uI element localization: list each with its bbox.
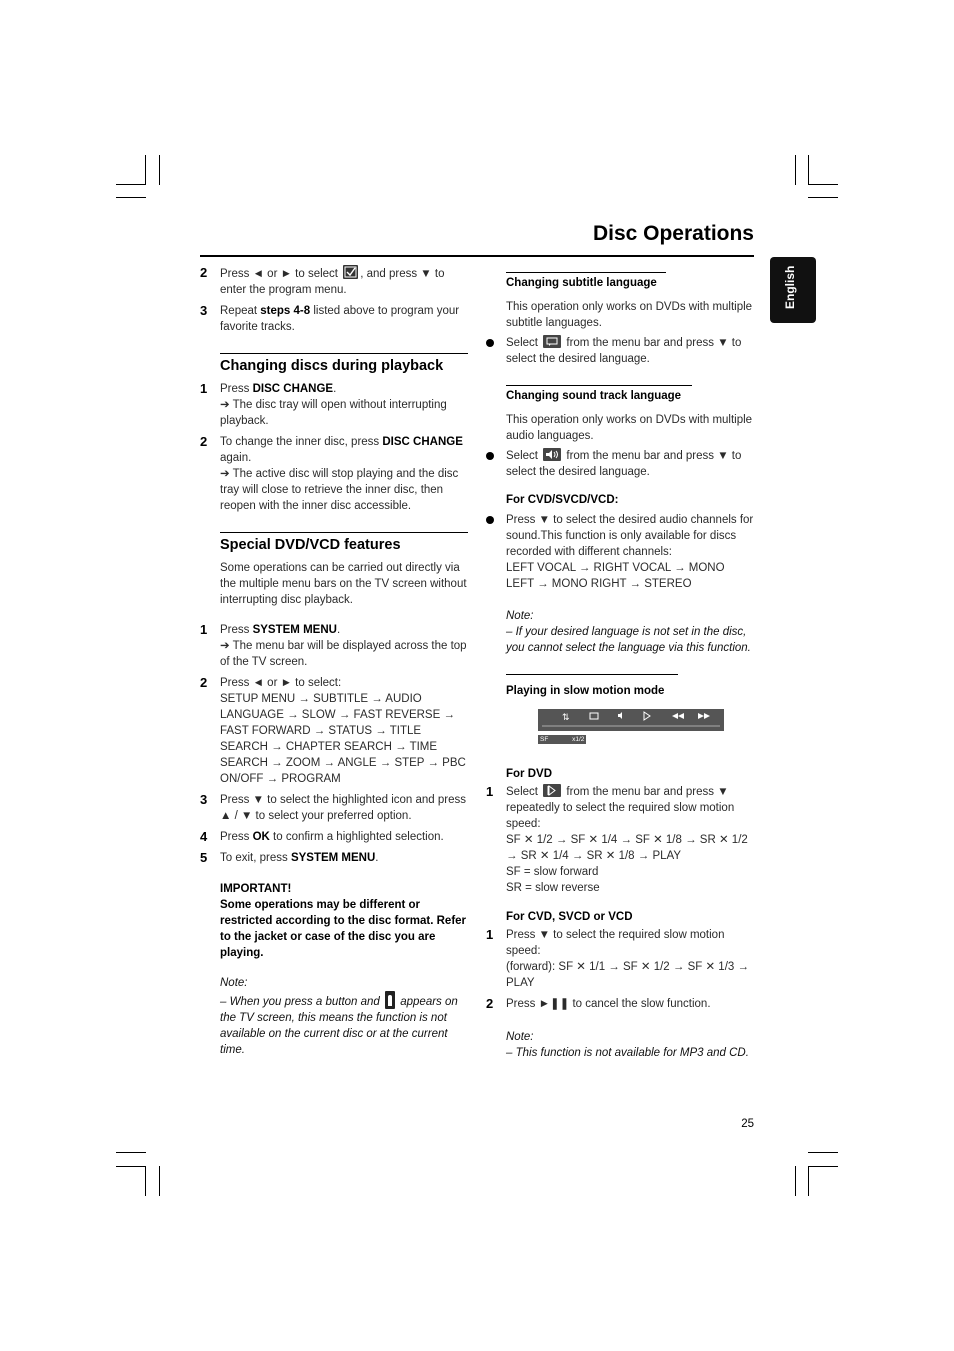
step-key: DISC CHANGE <box>252 383 334 395</box>
step-number: 2 <box>200 265 208 280</box>
speed-sequence: (forward): SF ✕ 1/1 → SF ✕ 1/2 → SF ✕ 1/3 → PLAY <box>506 961 749 989</box>
program-step-3 <box>200 303 468 335</box>
special-step-2 <box>200 675 468 787</box>
cvd-bullet <box>486 512 754 592</box>
sf-value: x1/2 <box>572 736 585 743</box>
language-tab-label: English <box>783 265 797 309</box>
crop-mark <box>159 155 160 185</box>
step-text: to confirm a highlighted selection. <box>269 831 444 843</box>
step-text: Press ▼ to select the required slow motion speed: <box>506 929 725 957</box>
crop-mark <box>145 1166 146 1196</box>
step-text: , and press ▼ to enter the program menu. <box>220 268 445 296</box>
step-result: ➔ The disc tray will open without interrupting playback. <box>220 399 447 427</box>
disc-step-1 <box>200 381 468 429</box>
important-text: Some operations may be different or restricted according to the disc format. Refer to the jacket or case of the disc you are playing. <box>220 899 467 959</box>
step-key: steps 4-8 <box>260 305 311 317</box>
step-number: 1 <box>486 927 494 942</box>
step-text: Press <box>220 624 253 636</box>
note-text: – This function is not available for MP3 and CD. <box>506 1047 749 1059</box>
note-text-part: – When you press a button and <box>220 996 380 1008</box>
step-number: 2 <box>486 996 494 1011</box>
title-rule <box>200 255 754 257</box>
step-text: To change the inner disc, press <box>220 436 383 448</box>
page-number: 25 <box>741 1118 754 1130</box>
crop-mark <box>145 155 146 185</box>
crop-mark <box>808 1166 809 1196</box>
left-column <box>200 265 468 1058</box>
step-text: To exit, press <box>220 852 291 864</box>
menu-bar-icons <box>538 709 724 731</box>
step-number: 5 <box>200 850 208 865</box>
special-intro: Some operations can be carried out directly via the multiple menu bars on the TV screen without interrupting disc playback. <box>220 562 467 606</box>
crop-mark <box>116 1152 146 1153</box>
subtitle-intro: This operation only works on DVDs with multiple subtitle languages. <box>506 301 753 329</box>
crop-mark <box>808 184 838 185</box>
page-title: Disc Operations <box>592 222 754 245</box>
menu-bar-illustration <box>538 709 724 731</box>
crop-mark <box>795 1166 796 1196</box>
bullet-text: Select <box>506 450 538 462</box>
note-label: Note: <box>506 1031 534 1043</box>
crop-mark <box>116 184 146 185</box>
note-text-part: appears on the TV screen, this means the function is not available on the current disc or at the current time. <box>220 996 458 1056</box>
disc-step-2 <box>200 434 468 514</box>
subtitle-icon <box>543 335 561 348</box>
channel-sequence: LEFT VOCAL → RIGHT VOCAL → MONO <box>506 562 725 574</box>
special-step-5 <box>200 850 468 866</box>
special-step-1 <box>200 622 468 670</box>
important-label: IMPORTANT! <box>220 883 292 895</box>
crop-mark <box>159 1166 160 1196</box>
sf-label: SF <box>540 736 549 743</box>
subsection-title-subtitle: Changing subtitle language <box>506 272 666 293</box>
menu-sequence: SETUP MENU → SUBTITLE → AUDIO LANGUAGE → SLOW → FAST REVERSE → FAST FORWARD → STATUS → TITLE SEARCH → CHAPTER SEARCH → TIME SEARCH → ZOOM → ANGLE → STEP → PBC ON/OFF → PROGRAM <box>220 693 466 785</box>
step-text: Press ▼ to select the highlighted icon and press ▲ / ▼ to select your preferred option. <box>220 794 466 822</box>
step-text: Press ◄ or ► to select: <box>220 677 342 689</box>
speed-sequence: SF ✕ 1/2 → SF ✕ 1/4 → SF ✕ 1/8 → SR ✕ 1/2 → SR ✕ 1/4 → SR ✕ 1/8 → PLAY <box>506 834 748 862</box>
crop-mark <box>808 155 809 185</box>
program-step-2 <box>200 265 468 298</box>
subsection-title-slow-motion: Playing in slow motion mode <box>506 674 678 701</box>
cvd-title: For CVD/SVCD/VCD: <box>506 494 619 506</box>
audio-language-icon <box>543 448 561 461</box>
program-icon <box>343 265 358 279</box>
step-text: listed above to program your favorite tracks. <box>220 305 460 333</box>
bullet-dot <box>486 452 494 460</box>
step-result: ➔ The active disc will stop playing and the disc tray will close to retrieve the inner disc, then reopen with the inner disc accessible. <box>220 468 459 512</box>
step-number: 2 <box>200 434 208 449</box>
cvd-slow-step-1 <box>486 927 754 991</box>
step-number: 1 <box>200 622 208 637</box>
step-number: 1 <box>486 784 494 799</box>
right-column <box>486 272 754 1061</box>
slow-motion-icon <box>543 784 561 797</box>
bullet-dot <box>486 339 494 347</box>
cvd-slow-step-2 <box>486 996 754 1012</box>
step-key: SYSTEM MENU <box>252 624 337 636</box>
subtitle-bullet <box>486 335 754 367</box>
crop-mark <box>116 1166 146 1167</box>
subsection-title-soundtrack: Changing sound track language <box>506 385 692 406</box>
section-title-special-features: Special DVD/VCD features <box>220 532 468 554</box>
bullet-text: Select <box>506 337 538 349</box>
soundtrack-bullet <box>486 448 754 480</box>
step-key: OK <box>252 831 270 843</box>
step-number: 4 <box>200 829 208 844</box>
definition: SR = slow reverse <box>506 882 600 894</box>
dvd-step-1 <box>486 784 754 896</box>
step-number: 3 <box>200 792 208 807</box>
note-label: Note: <box>506 610 534 622</box>
slow-speed-indicator <box>538 735 586 744</box>
definition: SF = slow forward <box>506 866 599 878</box>
step-number: 1 <box>200 381 208 396</box>
step-text: Select <box>506 786 538 798</box>
bullet-dot <box>486 516 494 524</box>
soundtrack-intro: This operation only works on DVDs with multiple audio languages. <box>506 414 753 442</box>
bullet-text: from the menu bar and press ▼ to select the desired language. <box>506 337 742 365</box>
step-text: Press <box>220 831 253 843</box>
dvd-title: For DVD <box>506 768 552 780</box>
svg-text:⇅: ⇅ <box>562 713 570 723</box>
step-result: ➔ The menu bar will be displayed across the top of the TV screen. <box>220 640 467 668</box>
section-title-changing-discs: Changing discs during playback <box>220 353 468 375</box>
special-step-3 <box>200 792 468 824</box>
step-number: 3 <box>200 303 208 318</box>
bullet-text: Press ▼ to select the desired audio channels for sound.This function is only available for discs recorded with different channels: <box>506 514 754 558</box>
crop-mark <box>795 155 796 185</box>
crop-mark <box>116 197 146 198</box>
step-text: . <box>375 852 379 864</box>
step-key: SYSTEM MENU <box>290 852 376 864</box>
step-text: Press <box>220 383 253 395</box>
crop-mark <box>808 1152 838 1153</box>
channel-sequence: LEFT → MONO RIGHT → STEREO <box>506 578 692 590</box>
crop-mark <box>808 197 838 198</box>
bullet-text: from the menu bar and press ▼ to select the desired language. <box>506 450 742 478</box>
step-key: DISC CHANGE <box>382 436 463 448</box>
special-step-4 <box>200 829 468 845</box>
note-text <box>200 991 468 1058</box>
note-text: – If your desired language is not set in the disc, you cannot select the language via this function. <box>506 626 751 654</box>
step-text: Press ◄ or ► to select <box>220 268 338 280</box>
crop-mark <box>808 1166 838 1167</box>
step-text: . <box>336 624 341 636</box>
step-text: Press ►❚❚ to cancel the slow function. <box>506 998 711 1010</box>
language-tab <box>770 257 816 323</box>
step-text: from the menu bar and press ▼ repeatedly to select the required slow motion speed: <box>506 786 735 830</box>
note-label: Note: <box>220 977 248 989</box>
hand-stop-icon <box>385 991 395 1009</box>
step-number: 2 <box>200 675 208 690</box>
step-text: again. <box>220 452 252 464</box>
cvd-slow-title: For CVD, SVCD or VCD <box>506 911 633 923</box>
step-text: Repeat <box>220 305 261 317</box>
step-text: . <box>333 383 337 395</box>
